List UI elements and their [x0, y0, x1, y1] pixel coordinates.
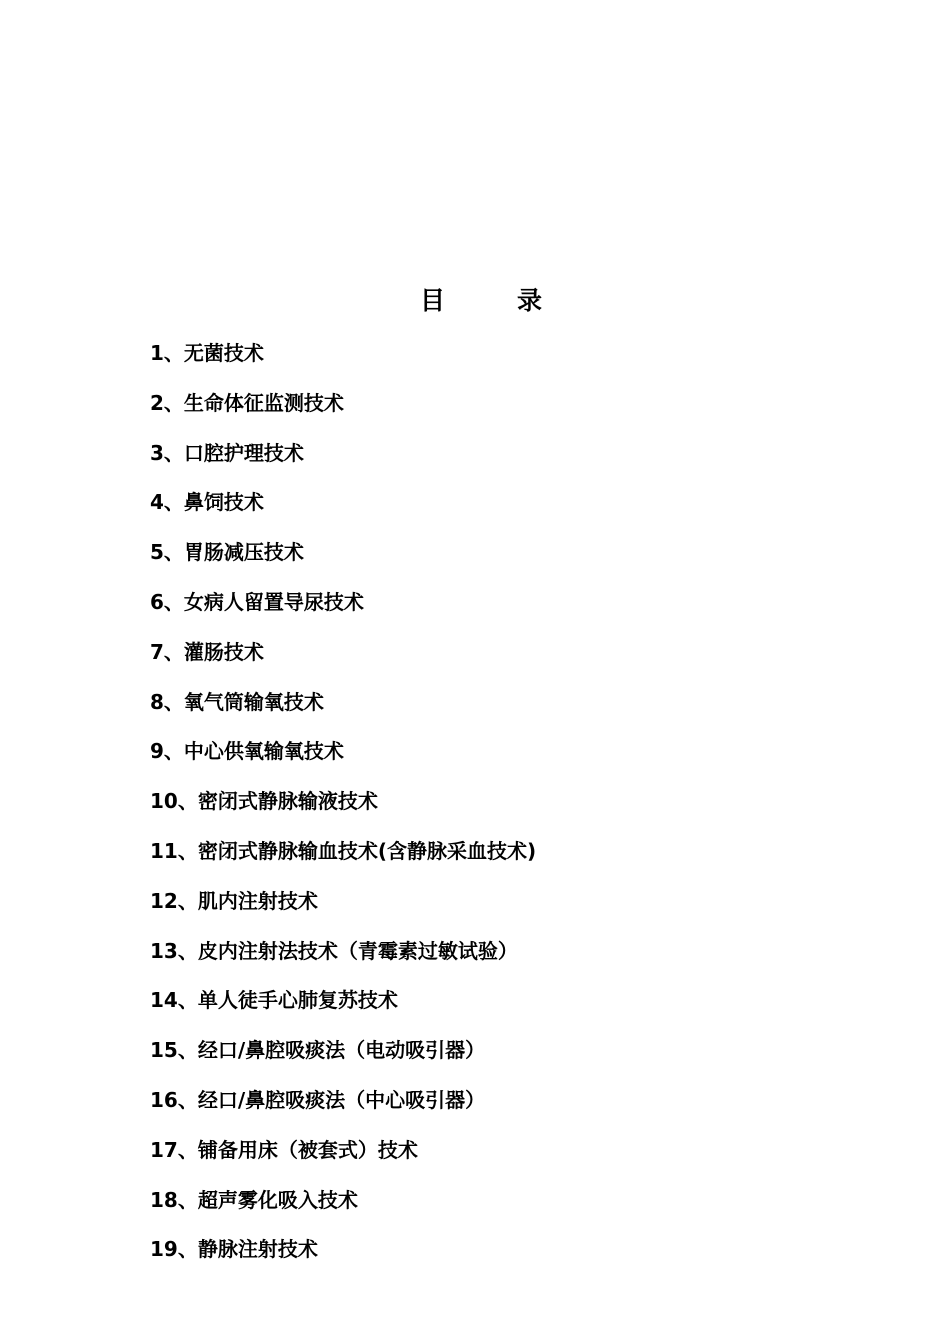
toc-item-17[interactable]: 17、铺备用床（被套式）技术	[150, 1137, 418, 1162]
toc-item-12[interactable]: 12、肌内注射技术	[150, 888, 318, 913]
toc-item-19[interactable]: 19、静脉注射技术	[150, 1237, 318, 1262]
toc-item-3[interactable]: 3、口腔护理技术	[150, 440, 304, 465]
toc-item-13[interactable]: 13、皮内注射法技术（青霉素过敏试验）	[150, 938, 518, 963]
toc-item-7[interactable]: 7、灌肠技术	[150, 639, 264, 664]
toc-item-11[interactable]: 11、密闭式静脉输血技术(含静脉采血技术)	[150, 838, 537, 863]
toc-item-18[interactable]: 18、超声雾化吸入技术	[150, 1187, 358, 1212]
toc-list	[150, 337, 536, 1283]
toc-item-15[interactable]: 15、经口/鼻腔吸痰法（电动吸引器）	[150, 1038, 486, 1063]
toc-item-8[interactable]: 8、氧气筒输氧技术	[150, 689, 324, 714]
toc-title-char-2: 录	[517, 286, 543, 315]
toc-item-1[interactable]: 1、无菌技术	[150, 341, 264, 365]
toc-title-char-1: 目	[419, 286, 445, 315]
toc-item-5[interactable]: 5、胃肠减压技术	[150, 540, 304, 565]
toc-item-9[interactable]: 9、中心供氧输氧技术	[150, 739, 344, 764]
toc-item-16[interactable]: 16、经口/鼻腔吸痰法（中心吸引器）	[150, 1087, 486, 1112]
toc-item-6[interactable]: 6、女病人留置导尿技术	[150, 589, 364, 614]
toc-title	[0, 283, 950, 319]
toc-item-10[interactable]: 10、密闭式静脉输液技术	[150, 789, 378, 814]
toc-item-4[interactable]: 4、鼻饲技术	[150, 490, 264, 515]
toc-item-14[interactable]: 14、单人徒手心肺复苏技术	[150, 988, 398, 1013]
toc-item-2[interactable]: 2、生命体征监测技术	[150, 390, 344, 415]
